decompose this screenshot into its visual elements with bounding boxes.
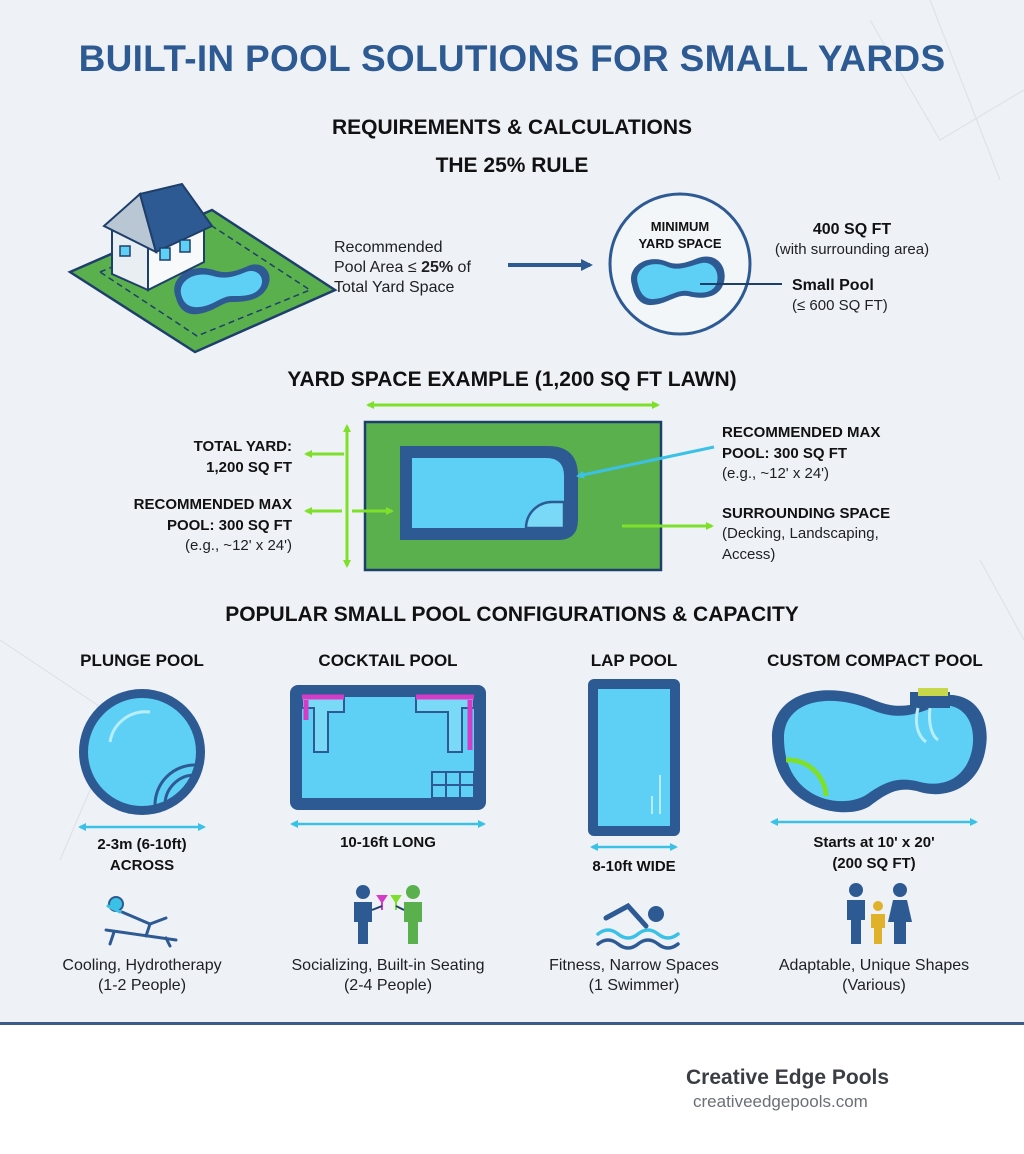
lap-pool-title: LAP POOL bbox=[590, 651, 678, 670]
house-yard-illustration bbox=[70, 184, 335, 352]
minimum-yard-value: 400 SQ FT bbox=[812, 221, 892, 238]
lap-pool-use: Fitness, Narrow Spaces (1 Swimmer) bbox=[549, 957, 719, 994]
minimum-yard-label: MINIMUM YARD SPACE bbox=[638, 219, 722, 251]
custom-pool-title: CUSTOM COMPACT POOL bbox=[767, 651, 983, 670]
surrounding-space-label: SURROUNDING SPACE bbox=[722, 505, 891, 522]
custom-pool-use: Adaptable, Unique Shapes (Various) bbox=[778, 957, 970, 994]
rule-heading: THE 25% RULE bbox=[435, 154, 589, 177]
total-yard-label: TOTAL YARD: 1,200 SQ FT bbox=[193, 438, 292, 476]
yard-example-lawn bbox=[365, 422, 661, 570]
lap-pool-size: 8-10ft WIDE bbox=[592, 858, 676, 875]
custom-pool-size: Starts at 10' x 20' (200 SQ FT) bbox=[813, 834, 935, 872]
plunge-pool-drawing bbox=[79, 689, 205, 815]
cocktail-pool-drawing bbox=[290, 685, 486, 810]
plunge-pool-title: PLUNGE POOL bbox=[80, 651, 204, 670]
lounging-person-icon bbox=[106, 897, 176, 946]
right-max-pool-note: (e.g., ~12' x 24') bbox=[722, 465, 830, 482]
brand-url: creativeedgepools.com bbox=[693, 1092, 868, 1111]
surrounding-space-note: (Decking, Landscaping, Access) bbox=[722, 525, 879, 563]
requirements-heading: REQUIREMENTS & CALCULATIONS bbox=[331, 116, 693, 139]
small-pool-label: Small Pool bbox=[792, 277, 874, 294]
small-pool-note: (≤ 600 SQ FT) bbox=[792, 297, 888, 314]
left-max-pool-note: (e.g., ~12' x 24') bbox=[184, 537, 292, 554]
left-max-pool-label: RECOMMENDED MAX POOL: 300 SQ FT bbox=[133, 496, 292, 534]
right-max-pool-label: RECOMMENDED MAX POOL: 300 SQ FT bbox=[722, 424, 881, 462]
custom-pool-drawing bbox=[772, 688, 987, 812]
plunge-pool-size: 2-3m (6-10ft) ACROSS bbox=[97, 836, 187, 874]
configurations-heading: POPULAR SMALL POOL CONFIGURATIONS & CAPACITY bbox=[225, 603, 799, 626]
minimum-yard-circle bbox=[610, 194, 782, 334]
minimum-yard-note: (with surrounding area) bbox=[774, 241, 930, 258]
recommended-pool-area-text: Recommended Pool Area ≤ 25% of Total Yard Space bbox=[334, 239, 471, 296]
main-title: BUILT-IN POOL SOLUTIONS FOR SMALL YARDS bbox=[78, 38, 946, 79]
bottom-rule bbox=[0, 1022, 1024, 1025]
brand-name: Creative Edge Pools bbox=[686, 1066, 890, 1089]
cocktail-pool-title: COCKTAIL POOL bbox=[318, 651, 458, 670]
cocktail-pool-size: 10-16ft LONG bbox=[340, 834, 436, 851]
swimmer-icon bbox=[598, 906, 678, 948]
cocktail-pool-use: Socializing, Built-in Seating (2-4 People) bbox=[291, 957, 485, 994]
lap-pool-drawing bbox=[588, 679, 680, 836]
two-people-drinks-icon bbox=[354, 885, 422, 944]
yard-example-heading: YARD SPACE EXAMPLE (1,200 SQ FT LAWN) bbox=[287, 368, 737, 391]
family-icon bbox=[847, 883, 912, 944]
plunge-pool-use: Cooling, Hydrotherapy (1-2 People) bbox=[62, 957, 222, 994]
